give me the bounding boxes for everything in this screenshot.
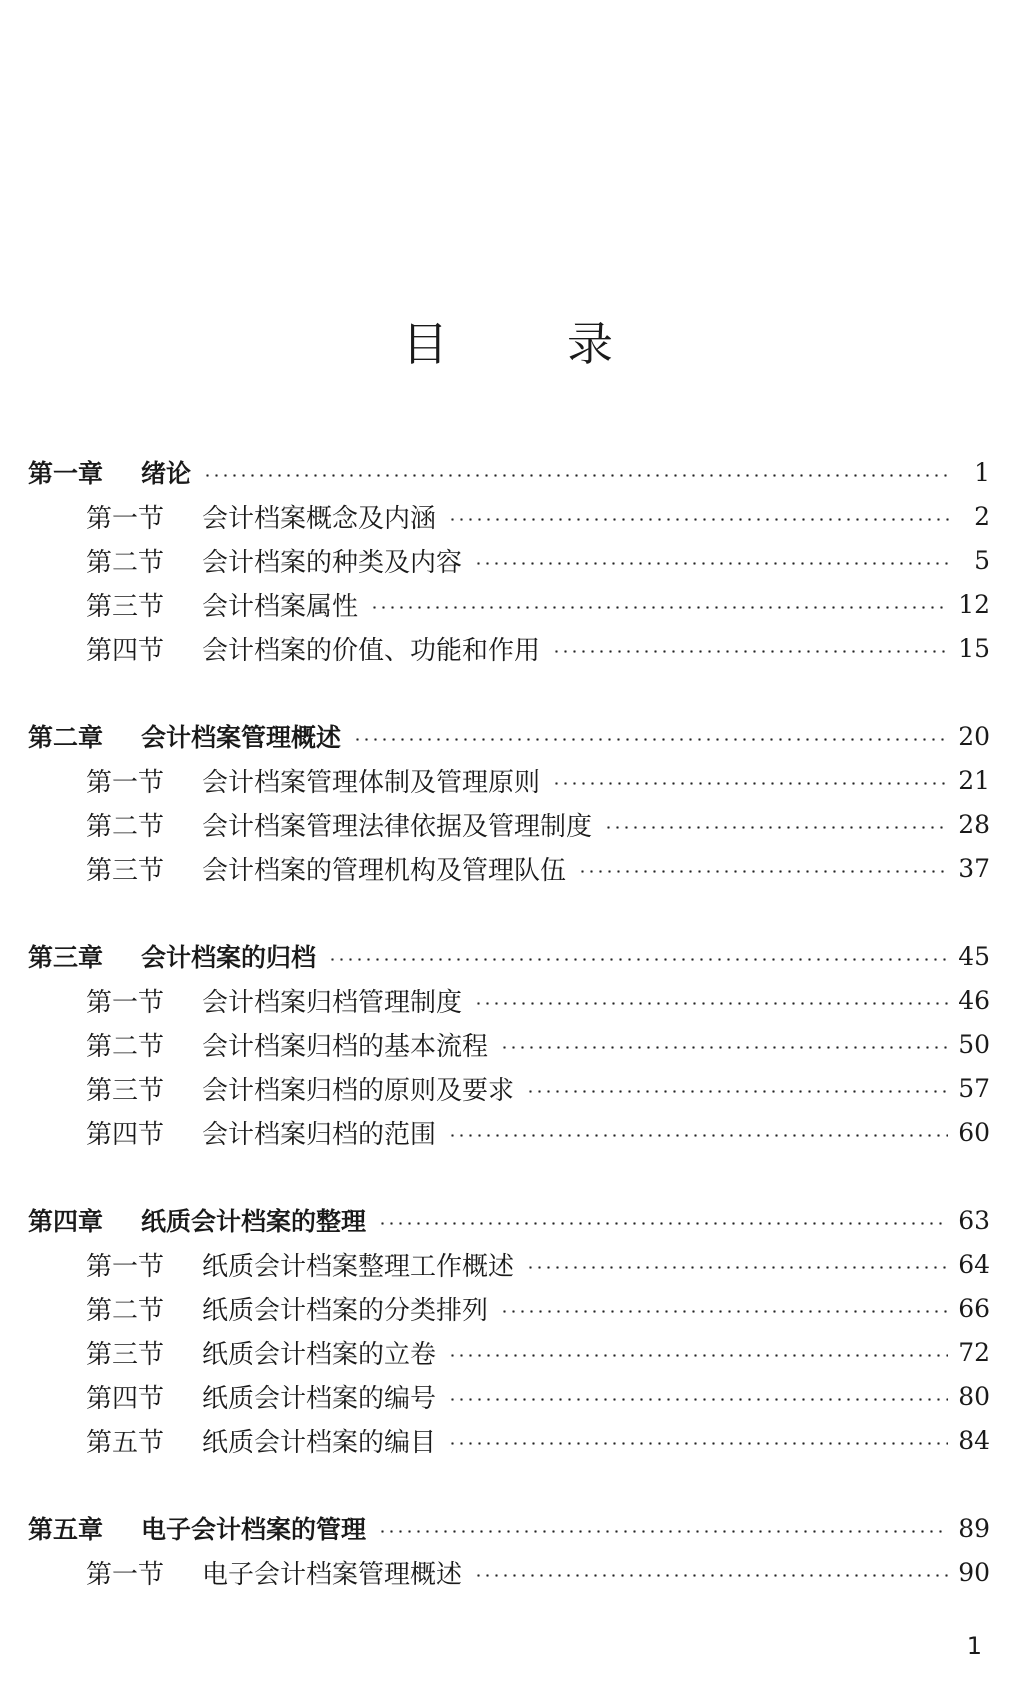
table-of-contents [28,450,990,1638]
chapter-group [28,934,990,1154]
toc-section-entry-label: 第一节 [86,767,165,798]
dot-leader [448,1354,948,1357]
dot-leader [500,1310,948,1313]
toc-section-entry-label: 第二节 [86,1295,165,1326]
toc-section-entry-label: 第二节 [86,811,165,842]
toc-section-entry-page-number: 21 [958,765,990,795]
toc-section-entry-page-number: 12 [958,589,990,619]
toc-section-entry-label: 第五节 [86,1427,165,1458]
dot-leader [526,1090,948,1093]
toc-section-entry[interactable] [28,582,990,626]
toc-section-entry-label: 第一节 [86,1559,165,1590]
chapter-group [28,714,990,890]
toc-chapter-entry-title: 会计档案管理概述 [141,723,342,752]
dot-leader [552,782,948,785]
dot-leader [203,474,950,477]
toc-section-entry-title: 会计档案管理法律依据及管理制度 [202,811,593,842]
toc-chapter-entry-label: 第四章 [28,1207,104,1236]
toc-section-entry[interactable] [28,1550,990,1594]
dot-leader [604,826,948,829]
toc-section-entry[interactable] [28,1418,990,1462]
toc-section-entry-title: 会计档案概念及内涵 [202,503,437,534]
toc-chapter-entry-label: 第二章 [28,723,104,752]
toc-section-entry-label: 第一节 [86,1251,165,1282]
toc-section-entry[interactable] [28,758,990,802]
toc-section-entry[interactable] [28,538,990,582]
toc-section-entry[interactable] [28,626,990,670]
toc-section-entry[interactable] [28,1286,990,1330]
dot-leader [370,606,948,609]
toc-chapter-entry-title: 电子会计档案的管理 [141,1515,367,1544]
toc-chapter-entry[interactable] [28,714,990,758]
toc-section-entry[interactable] [28,1022,990,1066]
toc-section-entry-title: 会计档案归档的范围 [202,1119,437,1150]
toc-section-entry-label: 第四节 [86,1383,165,1414]
dot-leader [353,738,948,741]
toc-section-entry[interactable] [28,1242,990,1286]
toc-section-entry-label: 第一节 [86,987,165,1018]
toc-section-entry-title: 纸质会计档案整理工作概述 [202,1251,515,1282]
dot-leader [378,1222,948,1225]
toc-section-entry-page-number: 15 [958,633,990,663]
toc-section-entry-title: 会计档案的价值、功能和作用 [202,635,541,666]
toc-chapter-entry[interactable] [28,934,990,978]
toc-section-entry-label: 第三节 [86,591,165,622]
toc-section-entry-page-number: 60 [958,1117,990,1147]
toc-chapter-entry-label: 第三章 [28,943,104,972]
toc-section-entry-title: 会计档案的种类及内容 [202,547,463,578]
toc-section-entry-label: 第二节 [86,1031,165,1062]
toc-chapter-entry-page-number: 20 [958,721,990,751]
toc-chapter-entry-page-number: 63 [958,1205,990,1235]
page-title-part2: 录 [567,317,614,371]
dot-leader [500,1046,948,1049]
toc-section-entry-page-number: 57 [958,1073,990,1103]
toc-section-entry[interactable] [28,802,990,846]
toc-section-entry[interactable] [28,1110,990,1154]
dot-leader [448,1442,948,1445]
page-number: 1 [966,1632,982,1660]
dot-leader [378,1530,948,1533]
toc-section-entry-title: 会计档案的管理机构及管理队伍 [202,855,567,886]
toc-chapter-entry-page-number: 45 [958,941,990,971]
dot-leader [448,1398,948,1401]
toc-section-entry-title: 纸质会计档案的分类排列 [202,1295,489,1326]
dot-leader [474,562,950,565]
toc-chapter-entry[interactable] [28,450,990,494]
toc-section-entry-page-number: 66 [958,1293,990,1323]
toc-chapter-entry-title: 会计档案的归档 [141,943,317,972]
chapter-group [28,1198,990,1462]
toc-section-entry-title: 电子会计档案管理概述 [202,1559,463,1590]
page-title-part1: 目 [402,317,449,371]
toc-chapter-entry[interactable] [28,1198,990,1242]
toc-section-entry-title: 会计档案管理体制及管理原则 [202,767,541,798]
toc-section-entry-page-number: 37 [958,853,990,883]
toc-section-entry-label: 第四节 [86,635,165,666]
toc-section-entry-page-number: 46 [958,985,990,1015]
toc-section-entry-title: 纸质会计档案的编号 [202,1383,437,1414]
toc-section-entry-title: 会计档案属性 [202,591,359,622]
toc-chapter-entry-title: 纸质会计档案的整理 [141,1207,367,1236]
toc-chapter-entry-page-number: 1 [974,457,990,487]
toc-section-entry-label: 第二节 [86,547,165,578]
toc-section-entry-title: 会计档案归档管理制度 [202,987,463,1018]
toc-chapter-entry-page-number: 89 [958,1513,990,1543]
toc-section-entry-label: 第三节 [86,1339,165,1370]
dot-leader [448,518,950,521]
page-title [0,308,1016,374]
toc-section-entry[interactable] [28,1330,990,1374]
chapter-group [28,450,990,670]
toc-section-entry-page-number: 50 [958,1029,990,1059]
toc-section-entry-title: 会计档案归档的原则及要求 [202,1075,515,1106]
toc-section-entry-page-number: 64 [958,1249,990,1279]
toc-chapter-entry[interactable] [28,1506,990,1550]
toc-section-entry-title: 纸质会计档案的编目 [202,1427,437,1458]
dot-leader [474,1002,948,1005]
toc-section-entry[interactable] [28,846,990,890]
toc-section-entry-title: 会计档案归档的基本流程 [202,1031,489,1062]
toc-section-entry[interactable] [28,1066,990,1110]
toc-section-entry-page-number: 5 [974,545,990,575]
toc-section-entry-label: 第一节 [86,503,165,534]
toc-section-entry-page-number: 90 [958,1557,990,1587]
toc-section-entry-label: 第四节 [86,1119,165,1150]
toc-section-entry-page-number: 84 [958,1425,990,1455]
toc-chapter-entry-label: 第五章 [28,1515,104,1544]
dot-leader [578,870,948,873]
dot-leader [526,1266,948,1269]
toc-section-entry-page-number: 28 [958,809,990,839]
toc-section-entry-title: 纸质会计档案的立卷 [202,1339,437,1370]
toc-section-entry-page-number: 80 [958,1381,990,1411]
toc-section-entry-label: 第三节 [86,1075,165,1106]
toc-chapter-entry-title: 绪论 [141,459,192,488]
dot-leader [552,650,948,653]
toc-section-entry[interactable] [28,494,990,538]
toc-section-entry-page-number: 72 [958,1337,990,1367]
chapter-group [28,1506,990,1594]
dot-leader [474,1574,948,1577]
toc-section-entry[interactable] [28,978,990,1022]
toc-section-entry-page-number: 2 [974,501,990,531]
toc-section-entry[interactable] [28,1374,990,1418]
dot-leader [448,1134,948,1137]
dot-leader [328,958,948,961]
toc-section-entry-label: 第三节 [86,855,165,886]
toc-chapter-entry-label: 第一章 [28,459,104,488]
